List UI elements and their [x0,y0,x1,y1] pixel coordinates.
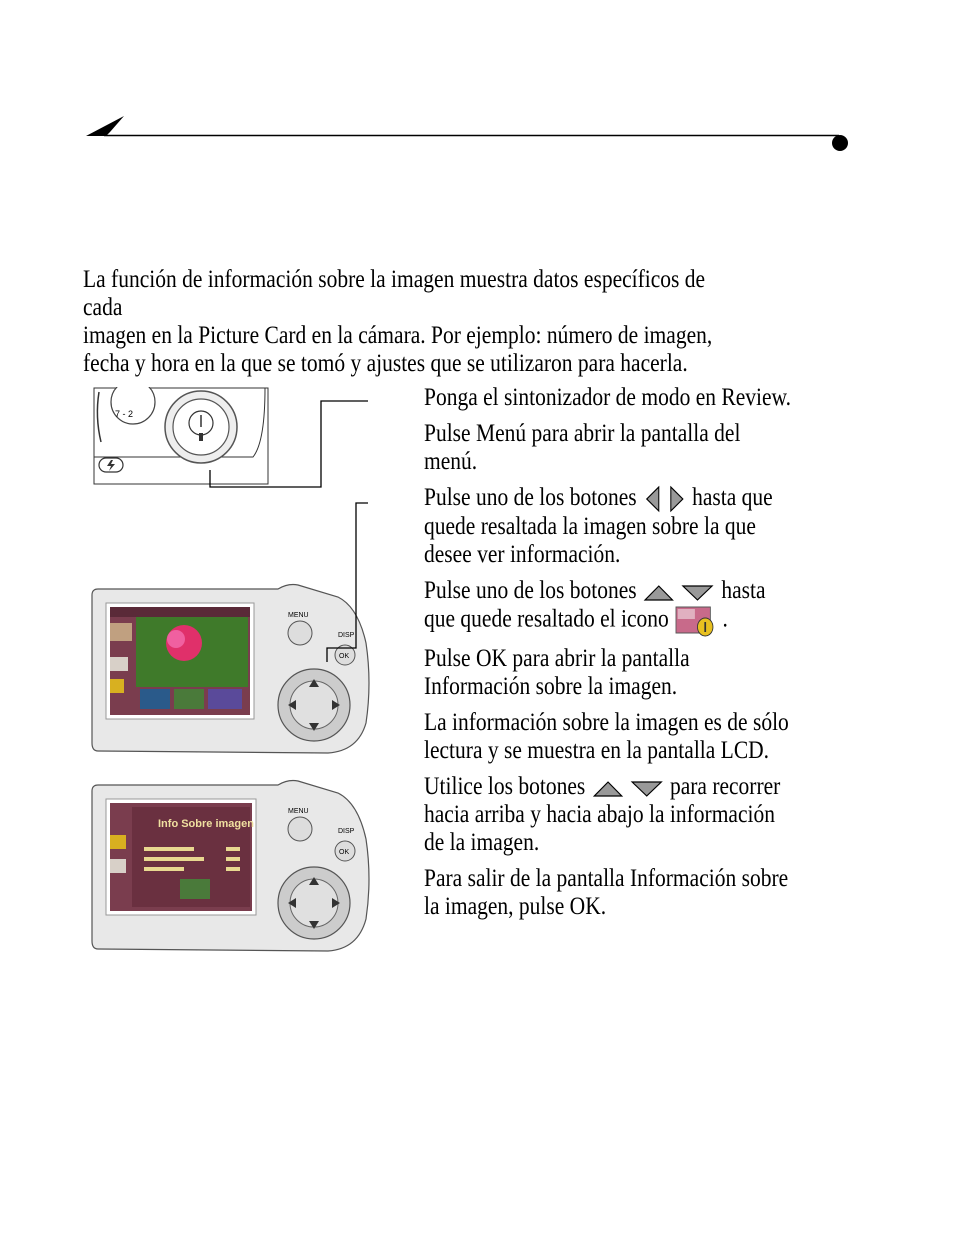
up-down-arrows-icon [591,778,665,800]
menu-label: MENU [288,612,309,619]
menu-button [288,621,312,645]
disp-label: DISP [338,828,355,835]
ok-label: OK [339,653,350,660]
header-rule [84,112,854,152]
menu-label: MENU [288,808,309,815]
step-7: Utilice los botones para recorrer hacia arriba y hacia abajo la información de la imagen. [424,773,781,857]
ok-label: OK [339,849,350,856]
mode-dial-illustration [93,387,269,485]
step-1: Ponga el sintonizador de modo en Review. [424,384,792,411]
bullet-dot [832,135,848,151]
step-3: Pulse uno de los botones hasta que quede resaltada la imagen sobre la que desee ver información. [424,484,773,569]
camera-review-screen [88,583,374,755]
info-icon [110,679,124,693]
left-right-arrows-icon [642,485,687,513]
image-info-icon [674,605,717,637]
steps-list [424,384,837,929]
intro-line: La función de información sobre la imagen muestra datos específicos de cada [83,266,706,321]
camera-info-screen [88,779,374,953]
info-screen-title: Info Sobre imagen [158,818,254,830]
step-8: Para salir de la pantalla Información sobre la imagen, pulse OK. [424,865,789,921]
up-down-arrows-icon [642,582,716,604]
step-2: Pulse Menú para abrir la pantalla del menú. [424,420,741,475]
step-5: Pulse OK para abrir la pantalla Información sobre la imagen. [424,645,690,701]
intro-line: imagen en la Picture Card en la cámara. Por ejemplo: número de imagen, [83,322,713,349]
intro-line: fecha y hora en la que se tomó y ajustes que se utilizaron para hacerla. [83,350,688,377]
step-6: La información sobre la imagen es de sólo lectura y se muestra en la pantalla LCD. [424,709,789,765]
svg-text:7 - 2: 7 - 2 [115,409,134,419]
step-4: Pulse uno de los botones hasta que quede resaltado el icono . [424,577,837,637]
intro-paragraph [83,266,745,378]
disp-label: DISP [338,632,355,639]
